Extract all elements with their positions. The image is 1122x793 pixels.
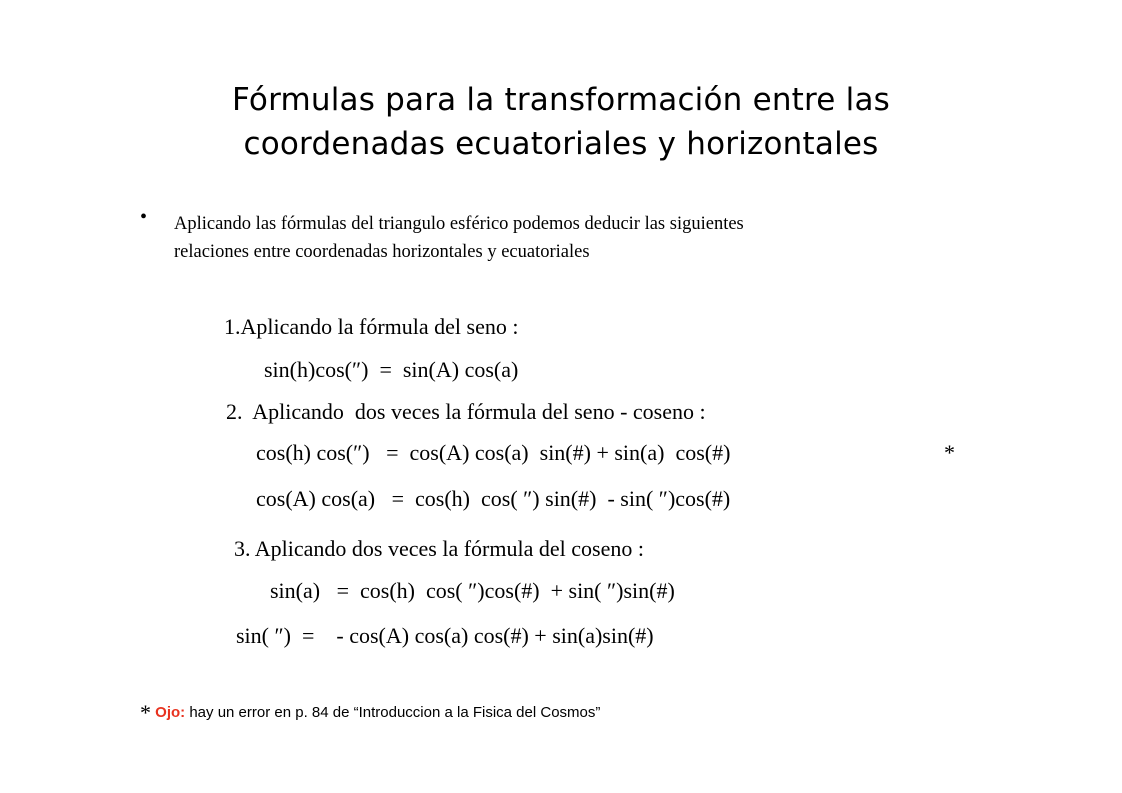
title-line-2: coordenadas ecuatoriales y horizontales — [243, 126, 879, 162]
formula-sine: sin(h)cos(″) = sin(A) cos(a) — [264, 357, 519, 382]
formula-sine-cosine-2: cos(A) cos(a) = cos(h) cos( ″) sin(#) - sin( ″)cos(#) — [256, 486, 731, 511]
section-1-heading: 1.Aplicando la fórmula del seno : — [224, 314, 519, 339]
intro-line-1: Aplicando las fórmulas del triangulo esférico podemos deducir las siguientes — [174, 214, 744, 234]
formula-cosine-1: sin(a) = cos(h) cos( ″)cos(#) + sin( ″)sin(#) — [270, 578, 675, 603]
intro-line-2: relaciones entre coordenadas horizontales y ecuatoriales — [174, 242, 590, 262]
formula-marker-star: * — [944, 440, 955, 465]
formula-cosine-2: sin( ″) = - cos(A) cos(a) cos(#) + sin(a)sin(#) — [236, 623, 654, 648]
title-line-1: Fórmulas para la transformación entre las — [231, 82, 890, 118]
formula-sine-cosine-1: cos(h) cos(″) = cos(A) cos(a) sin(#) + sin(a) cos(#) — [256, 440, 731, 465]
intro-paragraph — [174, 210, 934, 266]
section-2-heading: 2. Aplicando dos veces la fórmula del seno - coseno : — [226, 399, 706, 424]
section-3-heading: 3. Aplicando dos veces la fórmula del coseno : — [234, 536, 644, 561]
footnote — [140, 700, 600, 726]
footnote-marker: * — [140, 700, 151, 725]
footnote-text: hay un error en p. 84 de “Introduccion a la Fisica del Cosmos” — [185, 704, 601, 721]
footnote-label: Ojo: — [155, 704, 186, 721]
bullet-marker: • — [140, 206, 148, 228]
